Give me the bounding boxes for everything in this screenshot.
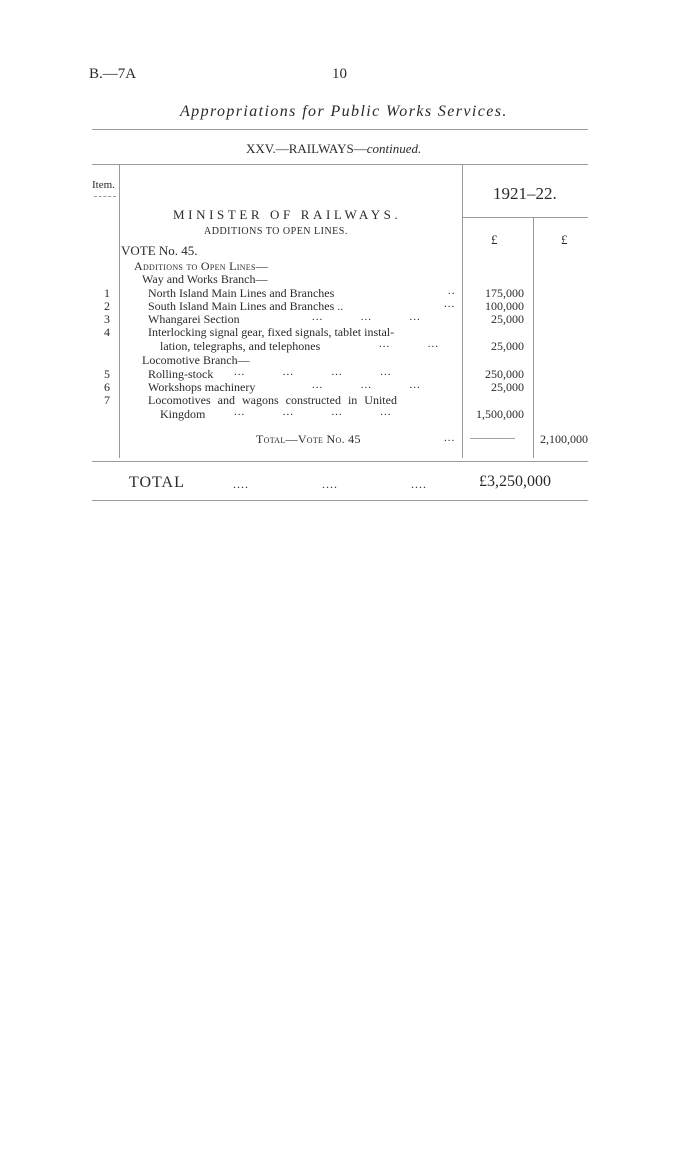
item-number: 1 <box>104 286 110 300</box>
section-title <box>246 141 421 157</box>
item-number: 6 <box>104 380 110 394</box>
grand-total-label: TOTAL <box>129 474 185 491</box>
leader-dots: ... ... ... ... <box>234 366 392 378</box>
top-rule <box>92 129 588 130</box>
item-description: Rolling-stock <box>148 367 214 381</box>
section-continued: continued. <box>366 141 422 156</box>
leader-dots: ... <box>444 432 456 444</box>
leader-dots: .... <box>233 477 249 491</box>
amount-inner-divider <box>533 218 534 458</box>
currency-symbol-second: £ <box>561 232 568 247</box>
item-number: 4 <box>104 325 110 339</box>
item-amount: 100,000 <box>485 299 524 313</box>
item-number: 2 <box>104 299 110 313</box>
year-column-header: 1921–22. <box>493 184 557 203</box>
leader-dots: ... <box>444 298 456 310</box>
year-underline <box>463 217 588 218</box>
leader-dots: ... ... <box>379 338 439 350</box>
vote-heading: VOTE No. 45. <box>121 243 198 258</box>
bottom-rule <box>92 500 588 501</box>
item-description-continued: Kingdom <box>160 407 206 421</box>
item-number: 5 <box>104 367 110 381</box>
item-number: 3 <box>104 312 110 326</box>
leader-dots: ... ... ... <box>312 379 421 391</box>
grand-total-amount: £3,250,000 <box>479 473 551 490</box>
item-amount: 25,000 <box>491 312 524 326</box>
item-column-header: Item. <box>92 179 115 191</box>
branch-way-and-works: Way and Works Branch— <box>142 272 268 286</box>
item-description: North Island Main Lines and Branches <box>148 286 335 300</box>
item-header-underline <box>94 196 116 197</box>
branch-locomotive: Locomotive Branch— <box>142 353 250 367</box>
ministry-heading: MINISTER OF RAILWAYS. <box>173 207 402 222</box>
leader-dots: .... <box>411 477 427 491</box>
vote-total-dash: ———— <box>470 430 514 444</box>
item-description-continued: lation, telegraphs, and telephones <box>160 339 321 353</box>
leader-dots: .... <box>322 477 338 491</box>
item-amount: 1,500,000 <box>476 407 524 421</box>
vote-total-label: Total—Vote No. 45 <box>256 432 361 446</box>
vote-total-amount: 2,100,000 <box>540 432 588 446</box>
table-bottom-rule <box>92 461 588 462</box>
item-amount: 25,000 <box>491 339 524 353</box>
leader-dots: .. <box>448 285 456 297</box>
page-number: 10 <box>332 66 347 82</box>
item-description: South Island Main Lines and Branches .. <box>148 299 344 313</box>
item-description: Whangarei Section <box>148 312 240 326</box>
page-title: Appropriations for Public Works Services. <box>180 103 508 120</box>
table-top-rule <box>92 164 588 165</box>
ministry-subheading: ADDITIONS TO OPEN LINES. <box>204 226 348 237</box>
vote-description: Additions to Open Lines— <box>134 259 269 273</box>
section-title-text: XXV.—RAILWAYS— <box>246 141 367 156</box>
item-amount: 25,000 <box>491 380 524 394</box>
item-number: 7 <box>104 393 110 407</box>
item-description: Locomotives and wagons constructed in United <box>148 393 397 407</box>
leader-dots: ... ... ... ... <box>234 406 392 418</box>
item-description: Interlocking signal gear, fixed signals, tablet instal- <box>148 325 395 339</box>
item-amount: 175,000 <box>485 286 524 300</box>
leader-dots: ... ... ... <box>312 311 421 323</box>
item-column-divider <box>119 165 120 458</box>
currency-symbol-first: £ <box>491 232 498 247</box>
doc-reference: B.—7A <box>89 66 137 82</box>
item-amount: 250,000 <box>485 367 524 381</box>
item-description: Workshops machinery <box>148 380 256 394</box>
